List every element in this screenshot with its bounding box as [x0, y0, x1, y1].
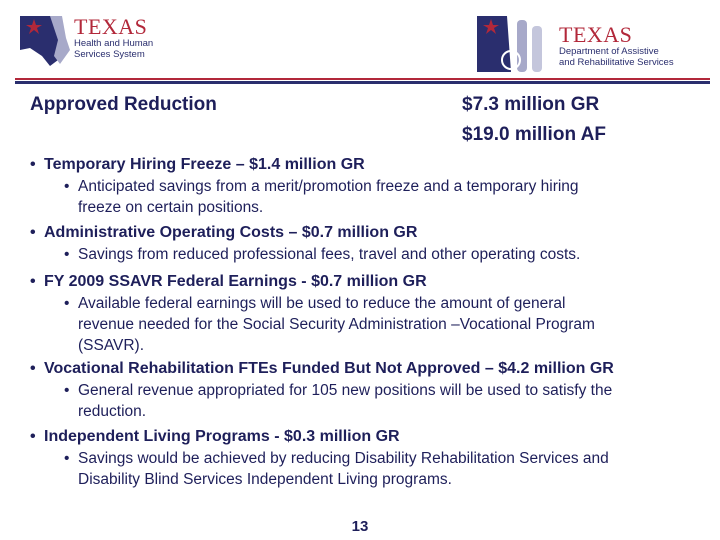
sub-bullet-line — [64, 469, 704, 490]
bullet-item — [30, 156, 365, 174]
bullet-dot: • — [30, 156, 36, 173]
bullet-text: Vocational Rehabilitation FTEs Funded But Not Approved – $4.2 million GR — [44, 360, 614, 377]
sub-bullet-line — [64, 293, 704, 314]
texas-map-icon — [20, 16, 70, 66]
sub-bullet-line — [64, 197, 704, 218]
logo-line: Health and Human — [74, 38, 154, 49]
bullet-dot: • — [30, 360, 36, 377]
sub-bullet-text: Savings from reduced professional fees, travel and other operating costs. — [78, 246, 581, 263]
hhs-logo — [20, 16, 153, 66]
sub-bullet-text: Savings would be achieved by reducing Disability Rehabilitation Services and — [78, 450, 609, 467]
sub-bullet — [64, 448, 704, 490]
dars-logo — [477, 16, 674, 72]
sub-bullet-line — [64, 448, 704, 469]
amount-gr: $7.3 million GR — [462, 94, 600, 115]
bullet-dot: • — [64, 178, 70, 195]
sub-bullet-text: (SSAVR). — [78, 337, 145, 354]
sub-bullet-text: freeze on certain positions. — [78, 199, 264, 216]
logo-title: TEXAS — [559, 22, 633, 47]
sub-bullet-text: reduction. — [78, 403, 147, 420]
texas-people-icon — [477, 16, 555, 72]
sub-bullet-line — [64, 380, 704, 401]
bullet-dot: • — [64, 246, 70, 263]
sub-bullet-line — [64, 314, 704, 335]
sub-bullet — [64, 293, 704, 356]
bullet-dot: • — [30, 273, 36, 290]
bullet-dot: • — [64, 382, 70, 399]
bullet-item — [30, 224, 417, 242]
bullet-item — [30, 273, 427, 291]
heading-label: Approved Reduction — [30, 94, 217, 115]
sub-bullet — [64, 244, 704, 265]
sub-bullet-text: Available federal earnings will be used to reduce the amount of general — [78, 295, 566, 312]
page-number: 13 — [351, 518, 369, 535]
sub-bullet — [64, 176, 704, 218]
amount-af: $19.0 million AF — [462, 124, 606, 145]
bullet-item — [30, 428, 400, 446]
bullet-dot: • — [30, 428, 36, 445]
sub-bullet-text: Disability Blind Services Independent Living programs. — [78, 471, 452, 488]
sub-bullet — [64, 380, 704, 422]
logo-line: and Rehabilitative Services — [559, 57, 674, 68]
sub-bullet-line — [64, 176, 704, 197]
bullet-text: FY 2009 SSAVR Federal Earnings - $0.7 million GR — [44, 273, 427, 290]
sub-bullet-text: Anticipated savings from a merit/promotion freeze and a temporary hiring — [78, 178, 579, 195]
logo-title: TEXAS — [74, 14, 148, 39]
sub-bullet-text: General revenue appropriated for 105 new positions will be used to satisfy the — [78, 382, 613, 399]
logo-line: Services System — [74, 49, 145, 60]
bullet-dot: • — [64, 450, 70, 467]
bullet-text: Independent Living Programs - $0.3 million GR — [44, 428, 400, 445]
bullet-dot: • — [30, 224, 36, 241]
divider-red — [15, 78, 710, 80]
bullet-item — [30, 360, 614, 378]
logo-line: Department of Assistive — [559, 46, 659, 57]
bullet-dot: • — [64, 295, 70, 312]
bullet-text: Temporary Hiring Freeze – $1.4 million GR — [44, 156, 365, 173]
sub-bullet-text: revenue needed for the Social Security Administration –Vocational Program — [78, 316, 595, 333]
bullet-text: Administrative Operating Costs – $0.7 million GR — [44, 224, 418, 241]
sub-bullet-line — [64, 244, 704, 265]
divider-blue — [15, 81, 710, 84]
sub-bullet-line — [64, 335, 704, 356]
sub-bullet-line — [64, 401, 704, 422]
